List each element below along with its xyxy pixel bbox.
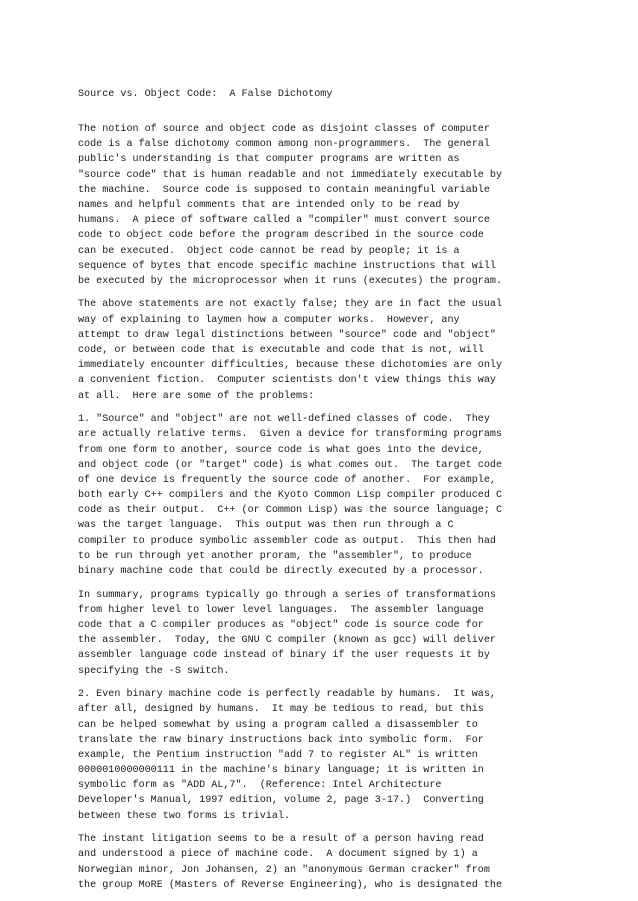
document-body xyxy=(78,122,618,901)
text-line: assembler language code instead of binary if the user requests it by xyxy=(78,650,490,662)
paragraph xyxy=(78,832,618,893)
text-line: the group MoRE (Masters of Reverse Engineering), who is designated the xyxy=(78,879,503,891)
paragraph xyxy=(78,122,618,289)
text-line: code to object code before the program described in the source code xyxy=(78,230,484,242)
text-line: The above statements are not exactly false; they are in fact the usual xyxy=(78,299,503,311)
text-line: of one device is frequently the source code of another. For example, xyxy=(78,474,496,486)
text-line: attempt to draw legal distinctions between "source" code and "object" xyxy=(78,329,496,341)
text-line: to be run through yet another proram, the "assembler", to produce xyxy=(78,550,472,562)
text-line: code is a false dichotomy common among non-programmers. The general xyxy=(78,139,490,151)
text-line: 0000010000000111 in the machine's binary language; it is written in xyxy=(78,765,484,777)
text-line: code, or between code that is executable and code that is not, will xyxy=(78,345,484,357)
text-line: after all, designed by humans. It may be tedious to read, but this xyxy=(78,704,484,716)
text-line: translate the raw binary instructions back into symbolic form. For xyxy=(78,734,484,746)
text-line: can be helped somewhat by using a program called a disassembler to xyxy=(78,719,478,731)
text-line: way of explaining to laymen how a computer works. However, any xyxy=(78,314,460,326)
text-line: In summary, programs typically go through a series of transformations xyxy=(78,589,496,601)
text-line: and object code (or "target" code) is what comes out. The target code xyxy=(78,459,503,471)
text-line: 2. Even binary machine code is perfectly readable by humans. It was, xyxy=(78,689,496,701)
text-line: are actually relative terms. Given a device for transforming programs xyxy=(78,429,503,441)
text-line: "source code" that is human readable and not immediately executable by xyxy=(78,169,503,181)
text-line: 1. "Source" and "object" are not well-defined classes of code. They xyxy=(78,414,490,426)
text-line: binary machine code that could be directly executed by a processor. xyxy=(78,566,484,578)
text-line: example, the Pentium instruction "add 7 to register AL" is written xyxy=(78,749,478,761)
text-line: at all. Here are some of the problems: xyxy=(78,390,315,402)
text-line: code that a C compiler produces as "object" code is source code for xyxy=(78,619,484,631)
text-line: and understood a piece of machine code. A document signed by 1) a xyxy=(78,849,478,861)
text-line: was the target language. This output was then run through a C xyxy=(78,520,454,532)
text-line: Norwegian minor, Jon Johansen, 2) an "anonymous German cracker" from xyxy=(78,864,490,876)
paragraph xyxy=(78,412,618,579)
text-line: specifying the -S switch. xyxy=(78,665,230,677)
document-title: Source vs. Object Code: A False Dichotomy xyxy=(78,89,333,100)
text-line: public's understanding is that computer programs are written as xyxy=(78,154,460,166)
text-line: from one form to another, source code is what goes into the device, xyxy=(78,444,484,456)
text-line: the assembler. Today, the GNU C compiler (known as gcc) will deliver xyxy=(78,635,496,647)
paragraph xyxy=(78,687,618,824)
text-line: immediately encounter difficulties, because these dichotomies are only xyxy=(78,360,503,372)
text-line: between these two forms is trivial. xyxy=(78,810,291,822)
text-line: a convenient fiction. Computer scientists don't view things this way xyxy=(78,375,496,387)
text-line: compiler to produce symbolic assembler code as output. This then had xyxy=(78,535,496,547)
paragraph xyxy=(78,297,618,403)
text-line: the machine. Source code is supposed to contain meaningful variable xyxy=(78,184,490,196)
text-line: both early C++ compilers and the Kyoto Common Lisp compiler produced C xyxy=(78,490,503,502)
text-line: code as their output. C++ (or Common Lisp) was the source language; C xyxy=(78,505,503,517)
text-line: can be executed. Object code cannot be read by people; it is a xyxy=(78,245,460,257)
text-line: symbolic form as "ADD AL,7". (Reference: Intel Architecture xyxy=(78,780,442,792)
text-line: humans. A piece of software called a "compiler" must convert source xyxy=(78,215,490,227)
text-line: names and helpful comments that are intended only to be read by xyxy=(78,199,460,211)
text-line: The notion of source and object code as disjoint classes of computer xyxy=(78,124,490,135)
text-line: Developer's Manual, 1997 edition, volume 2, page 3-17.) Converting xyxy=(78,795,484,807)
text-line: The instant litigation seems to be a result of a person having read xyxy=(78,834,484,846)
text-line: from higher level to lower level languages. The assembler language xyxy=(78,604,484,616)
text-line: be executed by the microprocessor when it runs (executes) the program. xyxy=(78,275,503,287)
text-line: sequence of bytes that encode specific machine instructions that will xyxy=(78,260,496,272)
paragraph xyxy=(78,588,618,679)
